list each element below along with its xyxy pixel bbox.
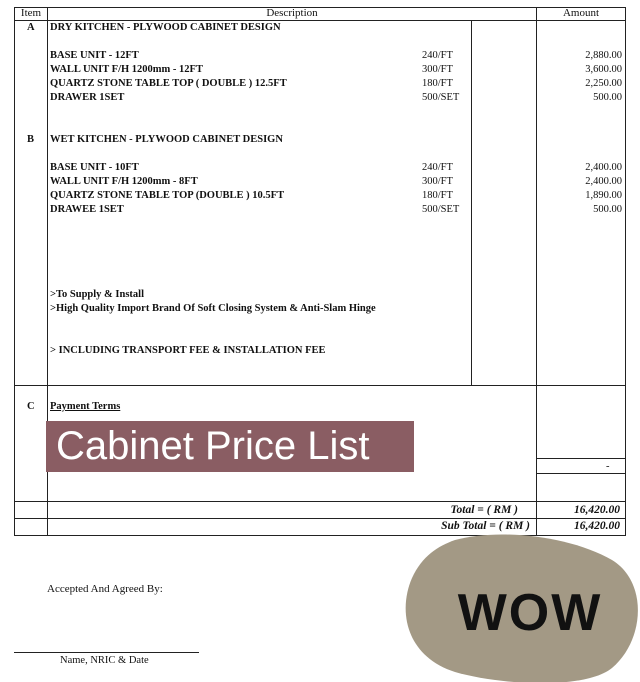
section-a-letter: A — [27, 22, 35, 33]
line-item-amount: 2,400.00 — [585, 176, 622, 187]
line-item-desc: WALL UNIT F/H 1200mm - 12FT — [50, 64, 203, 75]
line-item-rate: 300/FT — [422, 64, 453, 75]
price-list-banner: Cabinet Price List — [46, 421, 414, 472]
section-b-letter: B — [27, 134, 35, 145]
line-item-amount: 2,250.00 — [585, 78, 622, 89]
line-item-amount: 500.00 — [593, 92, 622, 103]
line-item-rate: 500/SET — [422, 204, 460, 215]
note-transport: > INCLUDING TRANSPORT FEE & INSTALLATION FEE — [50, 345, 326, 356]
line-item-rate: 240/FT — [422, 162, 453, 173]
line-item-rate: 240/FT — [422, 50, 453, 61]
line-item-desc: QUARTZ STONE TABLE TOP ( DOUBLE ) 12.5FT — [50, 78, 287, 89]
payment-terms-title: Payment Terms — [50, 401, 121, 412]
header-amount: Amount — [562, 7, 600, 19]
line-item-amount: 1,890.00 — [585, 190, 622, 201]
total-value: 16,420.00 — [574, 504, 620, 516]
section-b-title: WET KITCHEN - PLYWOOD CABINET DESIGN — [50, 134, 283, 145]
line-item-amount: 2,400.00 — [585, 162, 622, 173]
line-item-rate: 300/FT — [422, 176, 453, 187]
line-item-desc: DRAWEE 1SET — [50, 204, 124, 215]
line-item-desc: BASE UNIT - 10FT — [50, 162, 139, 173]
subtotal-label: Sub Total = ( RM ) — [441, 520, 530, 532]
line-item-desc: WALL UNIT F/H 1200mm - 8FT — [50, 176, 198, 187]
line-item-desc: DRAWER 1SET — [50, 92, 125, 103]
line-item-rate: 500/SET — [422, 92, 460, 103]
line-item-amount: 2,880.00 — [585, 50, 622, 61]
header-description: Description — [266, 7, 318, 19]
line-item-desc: BASE UNIT - 12FT — [50, 50, 139, 61]
payment-dash: - — [606, 461, 610, 472]
section-c-letter: C — [27, 401, 35, 412]
accepted-label: Accepted And Agreed By: — [47, 583, 163, 595]
note-supply: >To Supply & Install — [50, 289, 145, 300]
sticker-text: WOW — [457, 584, 603, 642]
note-quality: >High Quality Import Brand Of Soft Closing System & Anti-Slam Hinge — [50, 303, 376, 314]
line-item-desc: QUARTZ STONE TABLE TOP (DOUBLE ) 10.5FT — [50, 190, 285, 201]
line-item-amount: 500.00 — [593, 204, 622, 215]
name-caption: Name, NRIC & Date — [60, 655, 149, 666]
header-item: Item — [20, 7, 42, 19]
total-label: Total = ( RM ) — [450, 504, 518, 516]
line-item-rate: 180/FT — [422, 78, 453, 89]
line-item-amount: 3,600.00 — [585, 64, 622, 75]
section-a-title: DRY KITCHEN - PLYWOOD CABINET DESIGN — [50, 22, 281, 33]
line-item-rate: 180/FT — [422, 190, 453, 201]
subtotal-value: 16,420.00 — [574, 520, 620, 532]
